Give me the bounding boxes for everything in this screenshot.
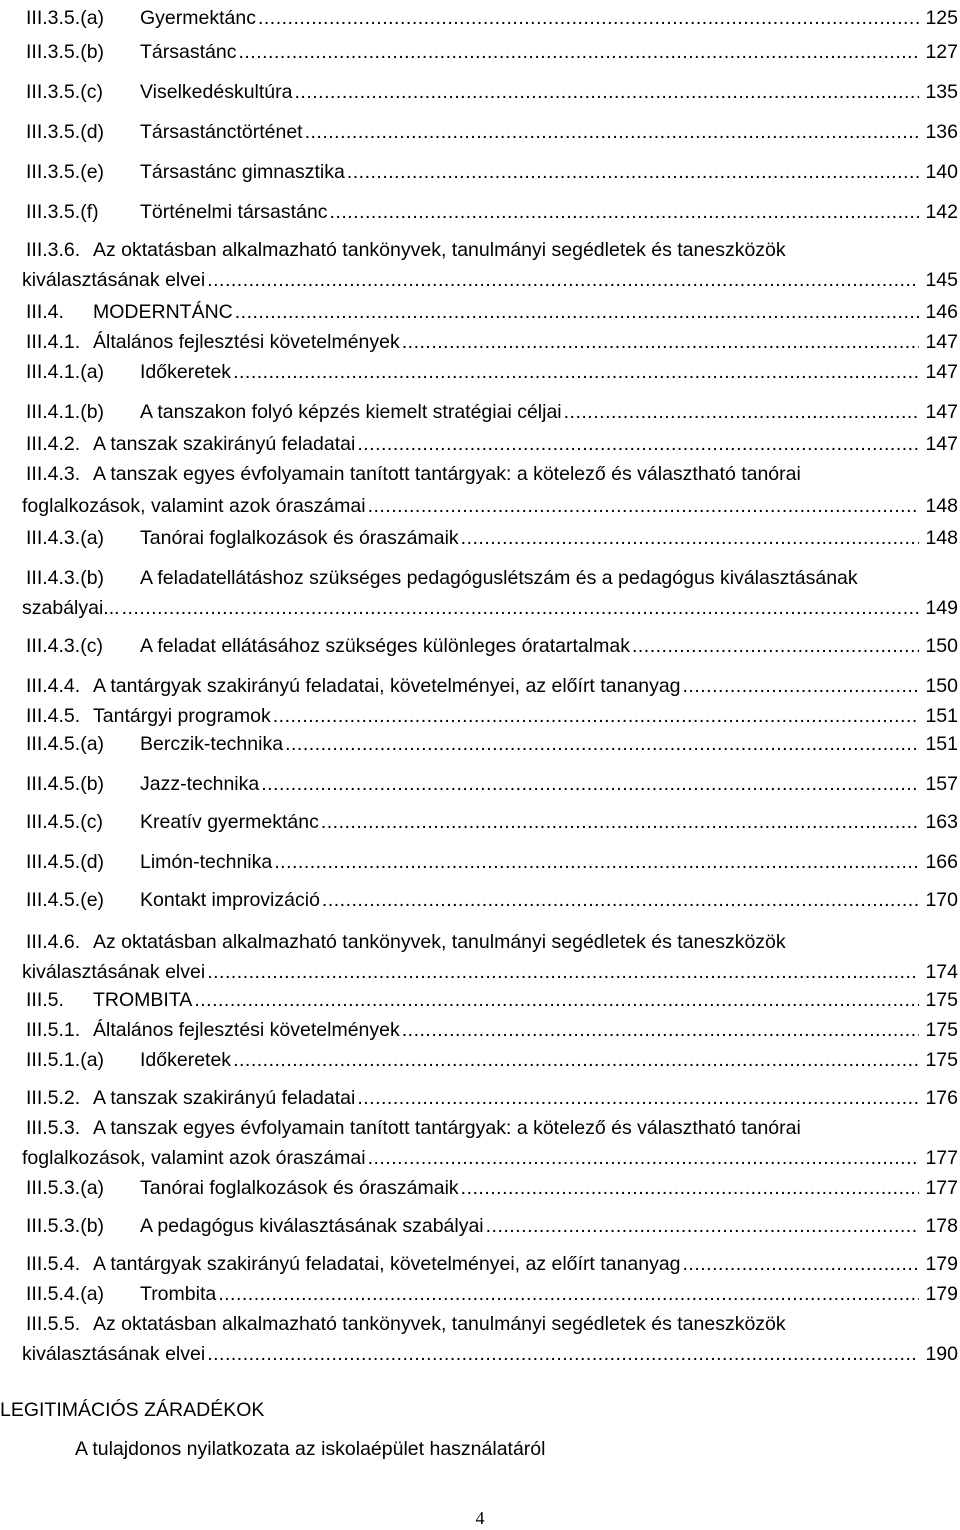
toc-entry-title: Időkeretek xyxy=(140,361,232,383)
toc-entry[interactable] xyxy=(0,1172,960,1204)
toc-entry-leader xyxy=(305,116,920,148)
toc-entry-title: Jazz-technika xyxy=(140,773,260,795)
toc-entry-leader xyxy=(233,1044,919,1076)
toc-entry-title: Társastánc xyxy=(140,41,237,63)
toc-entry-page: 136 xyxy=(925,121,958,143)
toc-entry-page: 170 xyxy=(925,889,958,911)
toc-entry[interactable] xyxy=(0,806,960,838)
toc-entry-page: 127 xyxy=(925,41,958,63)
toc-entry[interactable] xyxy=(0,296,960,328)
toc-entry-page: 175 xyxy=(925,989,958,1011)
toc-entry-title-continuation: kiválasztásának elvei xyxy=(22,961,206,983)
toc-entry[interactable] xyxy=(0,196,960,228)
toc-entry-number: III.4.5.(a) xyxy=(26,733,105,755)
toc-entry-title: Társastánc gimnasztika xyxy=(140,161,345,183)
toc-entry-title-continuation: foglalkozások, valamint azok óraszámai xyxy=(22,1147,366,1169)
toc-entry-title: Általános fejlesztési követelmények xyxy=(93,1019,400,1041)
toc-entry-page: 178 xyxy=(925,1215,958,1237)
toc-entry-title: Az oktatásban alkalmazható tankönyvek, tanulmányi segédletek és taneszközök xyxy=(93,239,786,261)
toc-entry-title: A tanszak szakirányú feladatai xyxy=(93,433,356,455)
toc-entry-number: III.4.1.(a) xyxy=(26,361,105,383)
toc-entry-title: Gyermektánc xyxy=(140,7,256,29)
toc-entry-page: 148 xyxy=(925,495,958,517)
toc-entry-title: Kontakt improvizáció xyxy=(140,889,320,911)
toc-entry-leader xyxy=(368,490,920,522)
toc-entry-number: III.3.5.(a) xyxy=(26,7,105,29)
toc-entry[interactable] xyxy=(0,116,960,148)
toc-entry-number: III.4.3.(a) xyxy=(26,527,105,549)
toc-entry-number: III.3.5.(c) xyxy=(26,81,103,103)
toc-entry-title: A tantárgyak szakirányú feladatai, követelményei, az előírt tananyag xyxy=(93,1253,681,1275)
toc-entry-page: 174 xyxy=(925,961,958,983)
toc-entry-number: III.3.5.(f) xyxy=(26,201,99,223)
toc-entry-number: III.4.5.(d) xyxy=(26,851,105,873)
toc-entry-number: III.5. xyxy=(26,989,64,1011)
toc-entry-page: 147 xyxy=(925,433,958,455)
toc-entry-page: 166 xyxy=(925,851,958,873)
toc-entry[interactable] xyxy=(0,2,960,34)
toc-entry-title-continuation: szabályai... xyxy=(22,597,120,619)
toc-entry[interactable] xyxy=(0,36,960,68)
toc-entry-number: III.3.5.(e) xyxy=(26,161,105,183)
toc-entry-number: III.5.3.(b) xyxy=(26,1215,105,1237)
toc-entry-number: III.5.4. xyxy=(26,1253,81,1275)
toc-entry-title: Az oktatásban alkalmazható tankönyvek, tanulmányi segédletek és taneszközök xyxy=(93,1313,786,1335)
toc-entry-number: III.4.1. xyxy=(26,331,81,353)
toc-entry-leader xyxy=(683,1248,920,1280)
toc-entry-title-continuation: kiválasztásának elvei xyxy=(22,1343,206,1365)
toc-entry-title: A pedagógus kiválasztásának szabályai xyxy=(140,1215,484,1237)
toc-entry-page: 145 xyxy=(925,269,958,291)
toc-entry-number: III.3.5.(b) xyxy=(26,41,105,63)
toc-entry-title: A tanszak egyes évfolyamain tanított tantárgyak: a kötelező és választható tanórai xyxy=(93,463,801,485)
toc-entry[interactable] xyxy=(0,670,960,702)
toc-entry-leader xyxy=(461,522,920,554)
toc-entry-page: 146 xyxy=(925,301,958,323)
toc-entry[interactable] xyxy=(0,1248,960,1280)
toc-entry-title: Általános fejlesztési követelmények xyxy=(93,331,400,353)
toc-entry-title: TROMBITA xyxy=(93,989,193,1011)
toc-entry-page: 150 xyxy=(925,635,958,657)
toc-entry-leader xyxy=(218,1278,919,1310)
toc-entry-title-continuation: kiválasztásának elvei xyxy=(22,269,206,291)
toc-entry[interactable] xyxy=(0,984,960,1016)
toc-entry-page: 148 xyxy=(925,527,958,549)
toc-entry-number: III.4.6. xyxy=(26,931,81,953)
toc-entry-leader xyxy=(322,884,920,916)
toc-entry-page: 157 xyxy=(925,773,958,795)
toc-entry-leader xyxy=(357,428,919,460)
toc-entry[interactable] xyxy=(0,1210,960,1242)
toc-entry-title: A tantárgyak szakirányú feladatai, követelményei, az előírt tananyag xyxy=(93,675,681,697)
toc-entry-leader xyxy=(285,728,919,760)
toc-entry-number: III.4.4. xyxy=(26,675,81,697)
toc-entry-leader xyxy=(402,326,920,358)
toc-entry[interactable] xyxy=(0,630,960,662)
toc-entry[interactable] xyxy=(0,326,960,358)
toc-entry-number: III.4.5. xyxy=(26,705,81,727)
toc-entry-number: III.4.3.(c) xyxy=(26,635,103,657)
toc-entry-continuation[interactable] xyxy=(0,592,960,624)
toc-entry-number: III.4.2. xyxy=(26,433,81,455)
toc-entry-page: 177 xyxy=(925,1177,958,1199)
toc-entry-page: 151 xyxy=(925,733,958,755)
toc-entry[interactable] xyxy=(0,562,960,594)
toc-entry-leader xyxy=(357,1082,919,1114)
toc-entry-page: 147 xyxy=(925,401,958,423)
toc-entry-title: Tanórai foglalkozások és óraszámaik xyxy=(140,527,459,549)
toc-entry[interactable] xyxy=(0,396,960,428)
toc-entry-leader xyxy=(632,630,919,662)
toc-entry-title-continuation: foglalkozások, valamint azok óraszámai xyxy=(22,495,366,517)
toc-entry-title: A feladat ellátásához szükséges különleges óratartalmak xyxy=(140,635,630,657)
toc-entry-number: III.4.5.(b) xyxy=(26,773,105,795)
toc-entry-page: 135 xyxy=(925,81,958,103)
toc-entry-title: A tanszak egyes évfolyamain tanított tantárgyak: a kötelező és választható tanórai xyxy=(93,1117,801,1139)
toc-entry-title: Viselkedéskultúra xyxy=(140,81,293,103)
toc-entry-page: 147 xyxy=(925,361,958,383)
toc-entry-title: Kreatív gyermektánc xyxy=(140,811,319,833)
toc-entry-leader xyxy=(294,76,919,108)
toc-entry-number: III.3.6. xyxy=(26,239,81,261)
toc-entry-page: 125 xyxy=(925,7,958,29)
toc-entry[interactable] xyxy=(0,768,960,800)
toc-entry-number: III.5.1. xyxy=(26,1019,81,1041)
toc-entry-leader xyxy=(207,1338,919,1370)
toc-entry-leader xyxy=(564,396,920,428)
toc-entry-page: 190 xyxy=(925,1343,958,1365)
toc-entry-continuation[interactable] xyxy=(0,264,960,296)
toc-entry-title: Időkeretek xyxy=(140,1049,232,1071)
toc-entry[interactable] xyxy=(0,1014,960,1046)
toc-entry-title: Trombita xyxy=(140,1283,217,1305)
toc-entry-leader xyxy=(461,1172,920,1204)
toc-entry-title: Limón-technika xyxy=(140,851,273,873)
toc-entry[interactable] xyxy=(0,234,960,266)
toc-entry-title: MODERNTÁNC xyxy=(93,301,233,323)
toc-entry-page: 177 xyxy=(925,1147,958,1169)
toc-entry-leader xyxy=(274,846,919,878)
toc-entry-number: III.4.3.(b) xyxy=(26,567,105,589)
toc-entry-number: III.4.5.(c) xyxy=(26,811,103,833)
toc-entry[interactable] xyxy=(0,846,960,878)
toc-entry[interactable] xyxy=(0,156,960,188)
toc-entry[interactable] xyxy=(0,1082,960,1114)
toc-entry-page: 149 xyxy=(925,597,958,619)
toc-entry-title: Társastánctörténet xyxy=(140,121,303,143)
toc-entry-leader xyxy=(235,296,920,328)
toc-entry-leader xyxy=(261,768,919,800)
toc-entry-title: Az oktatásban alkalmazható tankönyvek, tanulmányi segédletek és taneszközök xyxy=(93,931,786,953)
toc-entry[interactable] xyxy=(0,926,960,958)
toc-entry-title: Berczik-technika xyxy=(140,733,284,755)
toc-entry[interactable] xyxy=(0,884,960,916)
toc-entry-page: 151 xyxy=(925,705,958,727)
toc-entry-leader xyxy=(486,1210,920,1242)
toc-entry-page: 142 xyxy=(925,201,958,223)
toc-entry-leader xyxy=(330,196,920,228)
toc-entry-title: Történelmi társastánc xyxy=(140,201,328,223)
toc-entry-leader xyxy=(368,1142,920,1174)
toc-entry-leader xyxy=(233,356,919,388)
section-heading: LEGITIMÁCIÓS ZÁRADÉKOK xyxy=(0,1399,265,1421)
toc-entry[interactable] xyxy=(0,458,960,490)
toc-entry-page: 179 xyxy=(925,1283,958,1305)
toc-entry-continuation[interactable] xyxy=(0,1338,960,1370)
toc-entry[interactable] xyxy=(0,1112,960,1144)
toc-entry-leader xyxy=(122,592,920,624)
toc-entry-leader xyxy=(683,670,920,702)
toc-entry-number: III.4.1.(b) xyxy=(26,401,105,423)
toc-entry-leader xyxy=(238,36,919,68)
toc-entry-number: III.5.3. xyxy=(26,1117,81,1139)
toc-entry-continuation[interactable] xyxy=(0,490,960,522)
toc-entry-continuation[interactable] xyxy=(0,1142,960,1174)
toc-entry-number: III.5.3.(a) xyxy=(26,1177,105,1199)
section-subheading: A tulajdonos nyilatkozata az iskolaépület használatáról xyxy=(75,1438,546,1460)
toc-entry-leader xyxy=(347,156,920,188)
toc-entry[interactable] xyxy=(0,1044,960,1076)
toc-entry[interactable] xyxy=(0,522,960,554)
toc-entry-title: A tanszak szakirányú feladatai xyxy=(93,1087,356,1109)
toc-entry-title: A feladatellátáshoz szükséges pedagóguslétszám és a pedagógus kiválasztásának xyxy=(140,567,858,589)
toc-entry-leader xyxy=(402,1014,920,1046)
toc-entry[interactable] xyxy=(0,356,960,388)
toc-entry-number: III.3.5.(d) xyxy=(26,121,105,143)
toc-entry-page: 175 xyxy=(925,1049,958,1071)
toc-entry-page: 140 xyxy=(925,161,958,183)
toc-entry-number: III.5.1.(a) xyxy=(26,1049,105,1071)
toc-entry-leader xyxy=(321,806,920,838)
toc-entry-leader xyxy=(194,984,919,1016)
page-number: 4 xyxy=(475,1508,485,1528)
toc-entry[interactable] xyxy=(0,1308,960,1340)
toc-entry-number: III.4.5.(e) xyxy=(26,889,105,911)
toc-entry-title: Tantárgyi programok xyxy=(93,705,271,727)
toc-entry[interactable] xyxy=(0,728,960,760)
toc-entry-page: 163 xyxy=(925,811,958,833)
toc-entry-leader xyxy=(207,264,919,296)
toc-entry-page: 147 xyxy=(925,331,958,353)
toc-entry[interactable] xyxy=(0,1278,960,1310)
toc-entry[interactable] xyxy=(0,76,960,108)
toc-entry-title: Tanórai foglalkozások és óraszámaik xyxy=(140,1177,459,1199)
toc-entry-number: III.4. xyxy=(26,301,64,323)
toc-entry-page: 175 xyxy=(925,1019,958,1041)
toc-entry[interactable] xyxy=(0,428,960,460)
toc-entry-leader xyxy=(258,2,920,34)
toc-entry-page: 179 xyxy=(925,1253,958,1275)
toc-entry-number: III.4.3. xyxy=(26,463,81,485)
toc-entry-number: III.5.2. xyxy=(26,1087,81,1109)
toc-entry-title: A tanszakon folyó képzés kiemelt stratégiai céljai xyxy=(140,401,562,423)
toc-entry-number: III.5.4.(a) xyxy=(26,1283,105,1305)
toc-entry-page: 150 xyxy=(925,675,958,697)
toc-entry-page: 176 xyxy=(925,1087,958,1109)
toc-entry-number: III.5.5. xyxy=(26,1313,81,1335)
